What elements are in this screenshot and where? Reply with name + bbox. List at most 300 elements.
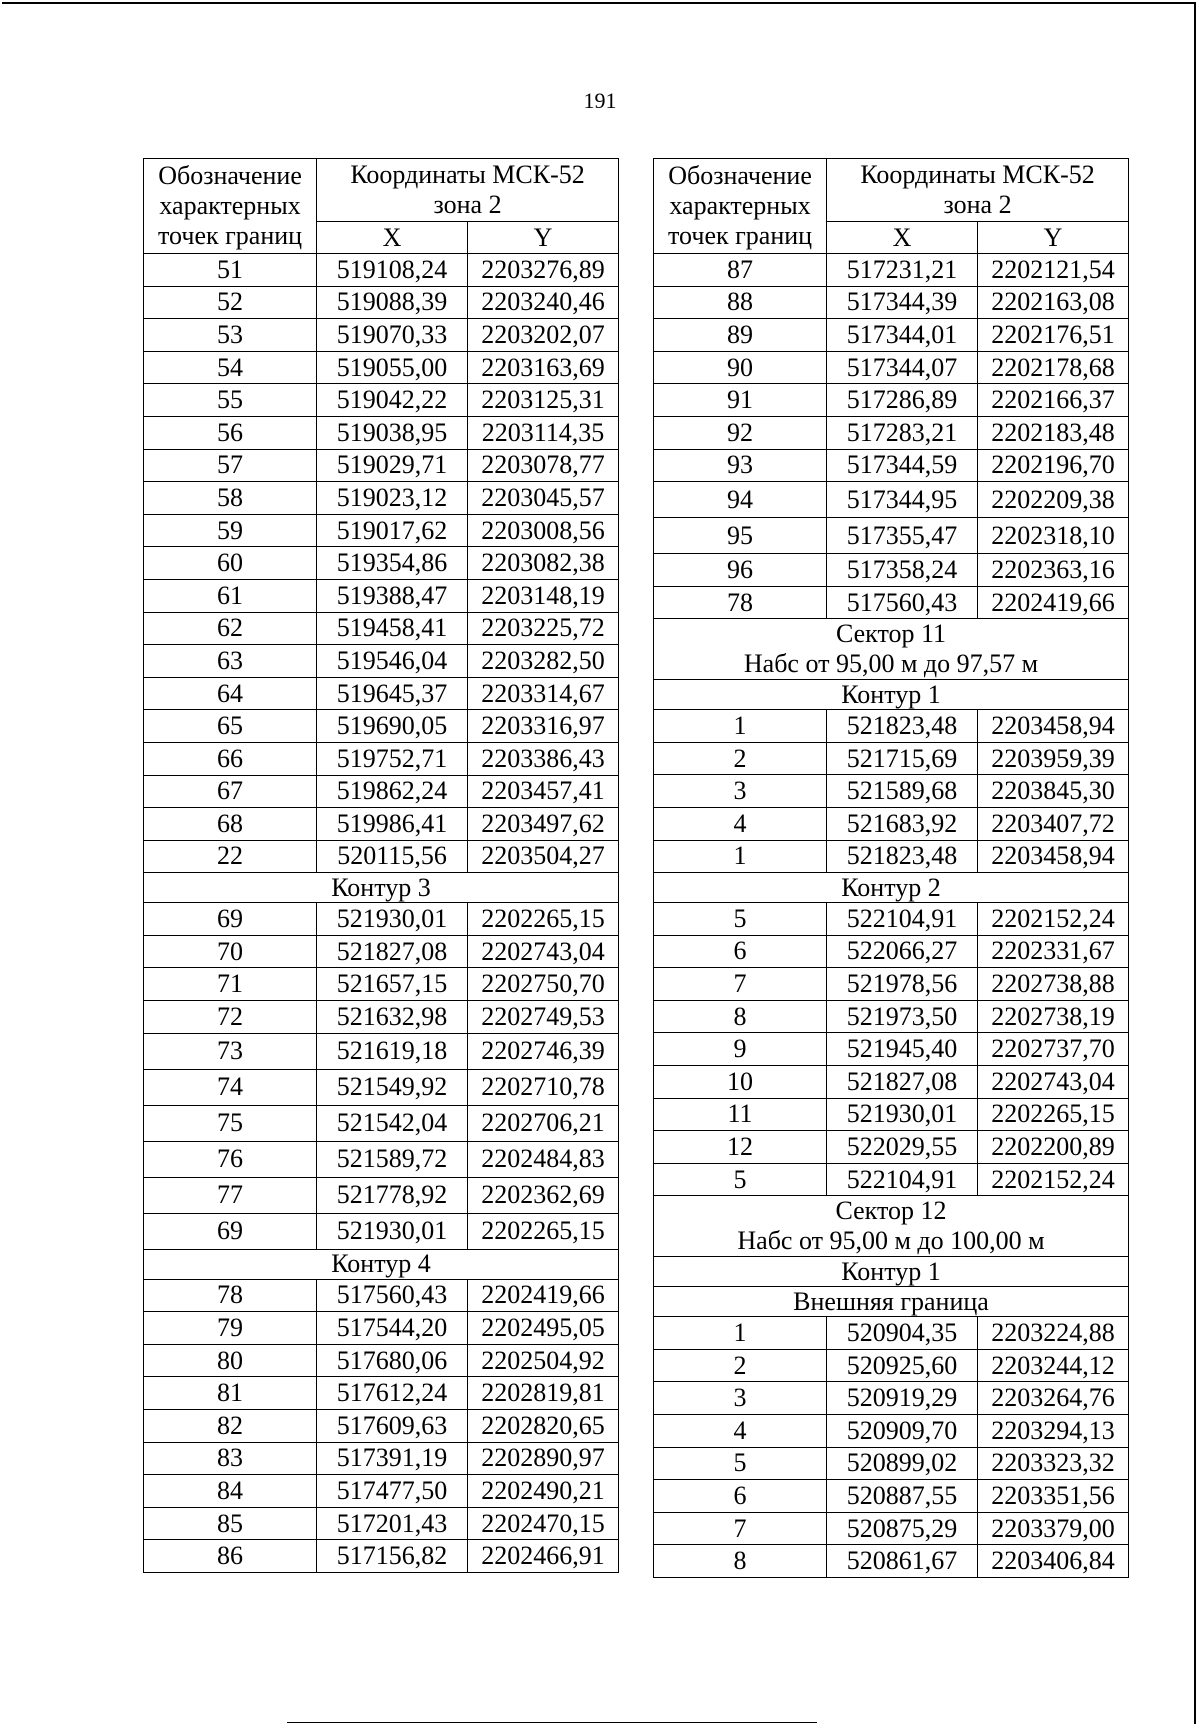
point-id-cell: 7 (654, 1512, 827, 1545)
x-coordinate-cell: 519690,05 (317, 710, 468, 743)
y-coordinate-cell: 2202738,88 (978, 968, 1129, 1001)
y-coordinate-cell: 2203202,07 (468, 319, 619, 352)
x-coordinate-cell: 517544,20 (317, 1312, 468, 1345)
table-row (144, 775, 619, 808)
header-coordinates: Координаты МСК-52 зона 2 (827, 159, 1129, 222)
x-coordinate-cell: 522104,91 (827, 1163, 978, 1196)
table-row (144, 1475, 619, 1508)
table-row (144, 1141, 619, 1177)
point-id-cell: 81 (144, 1377, 317, 1410)
sector-height-range: Набс от 95,00 м до 100,00 м (737, 1226, 1045, 1256)
point-id-cell: 89 (654, 319, 827, 352)
point-id-cell: 58 (144, 482, 317, 515)
table-row (144, 449, 619, 482)
x-coordinate-cell: 519029,71 (317, 449, 468, 482)
point-id-cell: 78 (654, 586, 827, 619)
y-coordinate-cell: 2203264,76 (978, 1382, 1129, 1415)
table-row (144, 1279, 619, 1312)
x-coordinate-cell: 521683,92 (827, 807, 978, 840)
x-coordinate-cell: 519088,39 (317, 286, 468, 319)
x-coordinate-cell: 519752,71 (317, 742, 468, 775)
point-id-cell: 5 (654, 1163, 827, 1196)
y-coordinate-cell: 2203497,62 (468, 808, 619, 841)
y-coordinate-cell: 2203045,57 (468, 482, 619, 515)
contour-heading-row (654, 1287, 1129, 1317)
contour-heading: Контур 1 (654, 1257, 1129, 1287)
header-x: X (317, 222, 468, 254)
table-row (144, 286, 619, 319)
x-coordinate-cell: 521930,01 (827, 1098, 978, 1131)
table-row (654, 1131, 1129, 1164)
coordinates-table-left (143, 158, 619, 1573)
table-row (654, 968, 1129, 1001)
table-row (144, 514, 619, 547)
point-id-cell: 83 (144, 1442, 317, 1475)
table-row (654, 1447, 1129, 1480)
point-id-cell: 75 (144, 1105, 317, 1141)
table-row (144, 1069, 619, 1105)
y-coordinate-cell: 2203008,56 (468, 514, 619, 547)
x-coordinate-cell: 521632,98 (317, 1001, 468, 1034)
contour-heading-row (144, 1249, 619, 1279)
y-coordinate-cell: 2202706,21 (468, 1105, 619, 1141)
table-row (654, 1317, 1129, 1350)
point-id-cell: 69 (144, 1213, 317, 1249)
x-coordinate-cell: 517680,06 (317, 1344, 468, 1377)
x-coordinate-cell: 522029,55 (827, 1131, 978, 1164)
x-coordinate-cell: 519055,00 (317, 351, 468, 384)
x-coordinate-cell: 520887,55 (827, 1480, 978, 1513)
y-coordinate-cell: 2202318,10 (978, 518, 1129, 554)
y-coordinate-cell: 2202121,54 (978, 254, 1129, 287)
table-row (144, 840, 619, 873)
x-coordinate-cell: 517286,89 (827, 384, 978, 417)
y-coordinate-cell: 2202820,65 (468, 1410, 619, 1443)
x-coordinate-cell: 521589,72 (317, 1141, 468, 1177)
table-row (144, 579, 619, 612)
y-coordinate-cell: 2202163,08 (978, 286, 1129, 319)
sector-title: Сектор 12 (835, 1196, 947, 1226)
table-row (144, 645, 619, 678)
y-coordinate-cell: 2202470,15 (468, 1507, 619, 1540)
sector-heading-row (654, 619, 1129, 680)
y-coordinate-cell: 2203244,12 (978, 1349, 1129, 1382)
x-coordinate-cell: 520115,56 (317, 840, 468, 873)
point-id-cell: 78 (144, 1279, 317, 1312)
y-coordinate-cell: 2203323,32 (978, 1447, 1129, 1480)
table-row (654, 1033, 1129, 1066)
point-id-cell: 94 (654, 482, 827, 518)
point-id-cell: 7 (654, 968, 827, 1001)
sector-heading-row (654, 1196, 1129, 1257)
point-id-cell: 86 (144, 1540, 317, 1573)
y-coordinate-cell: 2203959,39 (978, 742, 1129, 775)
y-coordinate-cell: 2203082,38 (468, 547, 619, 580)
point-id-cell: 73 (144, 1033, 317, 1069)
header-point-label: Обозначение характерных точек границ (654, 159, 827, 254)
point-id-cell: 2 (654, 1349, 827, 1382)
x-coordinate-cell: 520875,29 (827, 1512, 978, 1545)
x-coordinate-cell: 517201,43 (317, 1507, 468, 1540)
point-id-cell: 85 (144, 1507, 317, 1540)
x-coordinate-cell: 522066,27 (827, 935, 978, 968)
x-coordinate-cell: 521973,50 (827, 1000, 978, 1033)
table-row (144, 808, 619, 841)
x-coordinate-cell: 517344,01 (827, 319, 978, 352)
y-coordinate-cell: 2203504,27 (468, 840, 619, 873)
x-coordinate-cell: 521823,48 (827, 710, 978, 743)
x-coordinate-cell: 521930,01 (317, 1213, 468, 1249)
table-body-left (144, 254, 619, 1573)
y-coordinate-cell: 2203225,72 (468, 612, 619, 645)
table-row (654, 1098, 1129, 1131)
x-coordinate-cell: 517344,59 (827, 449, 978, 482)
table-row (654, 710, 1129, 743)
coordinates-table-right (653, 158, 1129, 1578)
contour-heading: Контур 1 (654, 680, 1129, 710)
y-coordinate-cell: 2202331,67 (978, 935, 1129, 968)
table-row (144, 710, 619, 743)
point-id-cell: 6 (654, 935, 827, 968)
y-coordinate-cell: 2202419,66 (978, 586, 1129, 619)
point-id-cell: 77 (144, 1177, 317, 1213)
x-coordinate-cell: 517344,39 (827, 286, 978, 319)
table-row (144, 903, 619, 936)
point-id-cell: 3 (654, 775, 827, 808)
y-coordinate-cell: 2203276,89 (468, 254, 619, 287)
x-coordinate-cell: 521542,04 (317, 1105, 468, 1141)
x-coordinate-cell: 519354,86 (317, 547, 468, 580)
point-id-cell: 52 (144, 286, 317, 319)
y-coordinate-cell: 2202362,69 (468, 1177, 619, 1213)
point-id-cell: 60 (144, 547, 317, 580)
point-id-cell: 92 (654, 416, 827, 449)
point-id-cell: 84 (144, 1475, 317, 1508)
y-coordinate-cell: 2202265,15 (978, 1098, 1129, 1131)
x-coordinate-cell: 517231,21 (827, 254, 978, 287)
point-id-cell: 59 (144, 514, 317, 547)
header-x: X (827, 222, 978, 254)
x-coordinate-cell: 520919,29 (827, 1382, 978, 1415)
table-row (654, 903, 1129, 936)
table-row (654, 1066, 1129, 1099)
point-id-cell: 8 (654, 1000, 827, 1033)
y-coordinate-cell: 2202746,39 (468, 1033, 619, 1069)
y-coordinate-cell: 2203224,88 (978, 1317, 1129, 1350)
bottom-rule (287, 1722, 817, 1724)
table-row (654, 1480, 1129, 1513)
y-coordinate-cell: 2202743,04 (978, 1066, 1129, 1099)
contour-heading-row (654, 1257, 1129, 1287)
table-row (654, 775, 1129, 808)
point-id-cell: 70 (144, 935, 317, 968)
y-coordinate-cell: 2203240,46 (468, 286, 619, 319)
x-coordinate-cell: 517612,24 (317, 1377, 468, 1410)
point-id-cell: 1 (654, 1317, 827, 1350)
table-row (654, 286, 1129, 319)
point-id-cell: 87 (654, 254, 827, 287)
x-coordinate-cell: 520909,70 (827, 1415, 978, 1448)
y-coordinate-cell: 2202504,92 (468, 1344, 619, 1377)
contour-heading: Контур 4 (144, 1249, 619, 1279)
y-coordinate-cell: 2203458,94 (978, 840, 1129, 873)
y-coordinate-cell: 2202176,51 (978, 319, 1129, 352)
point-id-cell: 5 (654, 903, 827, 936)
table-row (654, 254, 1129, 287)
contour-heading: Контур 2 (654, 873, 1129, 903)
x-coordinate-cell: 521657,15 (317, 968, 468, 1001)
y-coordinate-cell: 2203148,19 (468, 579, 619, 612)
table-row (144, 351, 619, 384)
table-row (144, 935, 619, 968)
x-coordinate-cell: 521589,68 (827, 775, 978, 808)
point-id-cell: 76 (144, 1141, 317, 1177)
x-coordinate-cell: 519023,12 (317, 482, 468, 515)
table-row (144, 1177, 619, 1213)
x-coordinate-cell: 519070,33 (317, 319, 468, 352)
table-row (654, 807, 1129, 840)
x-coordinate-cell: 517560,43 (827, 586, 978, 619)
x-coordinate-cell: 519986,41 (317, 808, 468, 841)
table-row (144, 254, 619, 287)
point-id-cell: 22 (144, 840, 317, 873)
y-coordinate-cell: 2203294,13 (978, 1415, 1129, 1448)
table-row (654, 449, 1129, 482)
point-id-cell: 5 (654, 1447, 827, 1480)
point-id-cell: 6 (654, 1480, 827, 1513)
header-y: Y (468, 222, 619, 254)
point-id-cell: 9 (654, 1033, 827, 1066)
table-row (144, 612, 619, 645)
y-coordinate-cell: 2203379,00 (978, 1512, 1129, 1545)
y-coordinate-cell: 2202738,19 (978, 1000, 1129, 1033)
table-row (144, 482, 619, 515)
table-row (654, 351, 1129, 384)
y-coordinate-cell: 2202490,21 (468, 1475, 619, 1508)
x-coordinate-cell: 517391,19 (317, 1442, 468, 1475)
point-id-cell: 61 (144, 579, 317, 612)
table-row (654, 319, 1129, 352)
table-row (144, 1312, 619, 1345)
table-row (654, 1545, 1129, 1578)
y-coordinate-cell: 2202484,83 (468, 1141, 619, 1177)
x-coordinate-cell: 519645,37 (317, 677, 468, 710)
point-id-cell: 95 (654, 518, 827, 554)
table-row (144, 1410, 619, 1443)
x-coordinate-cell: 517156,82 (317, 1540, 468, 1573)
point-id-cell: 68 (144, 808, 317, 841)
x-coordinate-cell: 519546,04 (317, 645, 468, 678)
y-coordinate-cell: 2203282,50 (468, 645, 619, 678)
table-row (144, 384, 619, 417)
x-coordinate-cell: 522104,91 (827, 903, 978, 936)
contour-heading-row (654, 680, 1129, 710)
x-coordinate-cell: 521827,08 (317, 935, 468, 968)
point-id-cell: 4 (654, 807, 827, 840)
y-coordinate-cell: 2202749,53 (468, 1001, 619, 1034)
x-coordinate-cell: 520899,02 (827, 1447, 978, 1480)
x-coordinate-cell: 521978,56 (827, 968, 978, 1001)
x-coordinate-cell: 519862,24 (317, 775, 468, 808)
x-coordinate-cell: 517609,63 (317, 1410, 468, 1443)
point-id-cell: 10 (654, 1066, 827, 1099)
table-row (144, 677, 619, 710)
y-coordinate-cell: 2203163,69 (468, 351, 619, 384)
y-coordinate-cell: 2202183,48 (978, 416, 1129, 449)
point-id-cell: 63 (144, 645, 317, 678)
table-row (144, 319, 619, 352)
y-coordinate-cell: 2202737,70 (978, 1033, 1129, 1066)
x-coordinate-cell: 517560,43 (317, 1279, 468, 1312)
header-point-label: Обозначение характерных точек границ (144, 159, 317, 254)
point-id-cell: 1 (654, 840, 827, 873)
y-coordinate-cell: 2203314,67 (468, 677, 619, 710)
y-coordinate-cell: 2202265,15 (468, 903, 619, 936)
y-coordinate-cell: 2203457,41 (468, 775, 619, 808)
contour-heading-row (144, 873, 619, 903)
point-id-cell: 11 (654, 1098, 827, 1131)
table-row (144, 1507, 619, 1540)
table-row (654, 935, 1129, 968)
point-id-cell: 69 (144, 903, 317, 936)
point-id-cell: 64 (144, 677, 317, 710)
y-coordinate-cell: 2203407,72 (978, 807, 1129, 840)
x-coordinate-cell: 517344,95 (827, 482, 978, 518)
point-id-cell: 65 (144, 710, 317, 743)
table-row (654, 840, 1129, 873)
table-row (144, 968, 619, 1001)
table-row (654, 742, 1129, 775)
table-row (654, 1382, 1129, 1415)
point-id-cell: 72 (144, 1001, 317, 1034)
point-id-cell: 4 (654, 1415, 827, 1448)
point-id-cell: 96 (654, 554, 827, 587)
point-id-cell: 82 (144, 1410, 317, 1443)
table-row (144, 1105, 619, 1141)
point-id-cell: 2 (654, 742, 827, 775)
table-row (144, 1001, 619, 1034)
contour-heading: Внешняя граница (654, 1287, 1129, 1317)
point-id-cell: 71 (144, 968, 317, 1001)
y-coordinate-cell: 2202178,68 (978, 351, 1129, 384)
table-row (144, 1540, 619, 1573)
contour-heading: Контур 3 (144, 873, 619, 903)
table-row (144, 1344, 619, 1377)
y-coordinate-cell: 2202152,24 (978, 903, 1129, 936)
x-coordinate-cell: 517283,21 (827, 416, 978, 449)
y-coordinate-cell: 2202890,97 (468, 1442, 619, 1475)
table-row (144, 742, 619, 775)
x-coordinate-cell: 519038,95 (317, 416, 468, 449)
y-coordinate-cell: 2203078,77 (468, 449, 619, 482)
sector-height-range: Набс от 95,00 м до 97,57 м (743, 649, 1039, 679)
table-row (654, 1163, 1129, 1196)
point-id-cell: 56 (144, 416, 317, 449)
table-row (654, 518, 1129, 554)
y-coordinate-cell: 2203351,56 (978, 1480, 1129, 1513)
point-id-cell: 8 (654, 1545, 827, 1578)
x-coordinate-cell: 517477,50 (317, 1475, 468, 1508)
point-id-cell: 80 (144, 1344, 317, 1377)
table-row (144, 1377, 619, 1410)
point-id-cell: 62 (144, 612, 317, 645)
y-coordinate-cell: 2202196,70 (978, 449, 1129, 482)
table-row (654, 1349, 1129, 1382)
y-coordinate-cell: 2202152,24 (978, 1163, 1129, 1196)
y-coordinate-cell: 2203114,35 (468, 416, 619, 449)
x-coordinate-cell: 519458,41 (317, 612, 468, 645)
table-row (654, 586, 1129, 619)
x-coordinate-cell: 519388,47 (317, 579, 468, 612)
y-coordinate-cell: 2203125,31 (468, 384, 619, 417)
x-coordinate-cell: 519108,24 (317, 254, 468, 287)
table-row (654, 1415, 1129, 1448)
point-id-cell: 91 (654, 384, 827, 417)
table-row (654, 416, 1129, 449)
table-row (144, 547, 619, 580)
y-coordinate-cell: 2203406,84 (978, 1545, 1129, 1578)
table-body-right (654, 254, 1129, 1578)
x-coordinate-cell: 520904,35 (827, 1317, 978, 1350)
point-id-cell: 74 (144, 1069, 317, 1105)
point-id-cell: 66 (144, 742, 317, 775)
y-coordinate-cell: 2202166,37 (978, 384, 1129, 417)
y-coordinate-cell: 2202265,15 (468, 1213, 619, 1249)
y-coordinate-cell: 2202200,89 (978, 1131, 1129, 1164)
y-coordinate-cell: 2202209,38 (978, 482, 1129, 518)
y-coordinate-cell: 2202819,81 (468, 1377, 619, 1410)
x-coordinate-cell: 517358,24 (827, 554, 978, 587)
page-number: 191 (583, 88, 617, 113)
x-coordinate-cell: 520861,67 (827, 1545, 978, 1578)
x-coordinate-cell: 519042,22 (317, 384, 468, 417)
y-coordinate-cell: 2202495,05 (468, 1312, 619, 1345)
y-coordinate-cell: 2202743,04 (468, 935, 619, 968)
x-coordinate-cell: 521549,92 (317, 1069, 468, 1105)
x-coordinate-cell: 521715,69 (827, 742, 978, 775)
x-coordinate-cell: 521945,40 (827, 1033, 978, 1066)
y-coordinate-cell: 2203386,43 (468, 742, 619, 775)
x-coordinate-cell: 521827,08 (827, 1066, 978, 1099)
point-id-cell: 55 (144, 384, 317, 417)
y-coordinate-cell: 2202466,91 (468, 1540, 619, 1573)
point-id-cell: 93 (654, 449, 827, 482)
sector-heading (654, 619, 1129, 680)
point-id-cell: 67 (144, 775, 317, 808)
y-coordinate-cell: 2202419,66 (468, 1279, 619, 1312)
y-coordinate-cell: 2203458,94 (978, 710, 1129, 743)
contour-heading-row (654, 873, 1129, 903)
table-row (144, 1213, 619, 1249)
x-coordinate-cell: 521930,01 (317, 903, 468, 936)
table-row (144, 416, 619, 449)
point-id-cell: 57 (144, 449, 317, 482)
x-coordinate-cell: 521778,92 (317, 1177, 468, 1213)
table-row (654, 1512, 1129, 1545)
point-id-cell: 51 (144, 254, 317, 287)
x-coordinate-cell: 521823,48 (827, 840, 978, 873)
point-id-cell: 79 (144, 1312, 317, 1345)
y-coordinate-cell: 2203316,97 (468, 710, 619, 743)
point-id-cell: 12 (654, 1131, 827, 1164)
table-row (654, 482, 1129, 518)
y-coordinate-cell: 2202363,16 (978, 554, 1129, 587)
point-id-cell: 1 (654, 710, 827, 743)
table-row (654, 384, 1129, 417)
sector-heading (654, 1196, 1129, 1257)
header-coordinates: Координаты МСК-52 зона 2 (317, 159, 619, 222)
x-coordinate-cell: 517355,47 (827, 518, 978, 554)
